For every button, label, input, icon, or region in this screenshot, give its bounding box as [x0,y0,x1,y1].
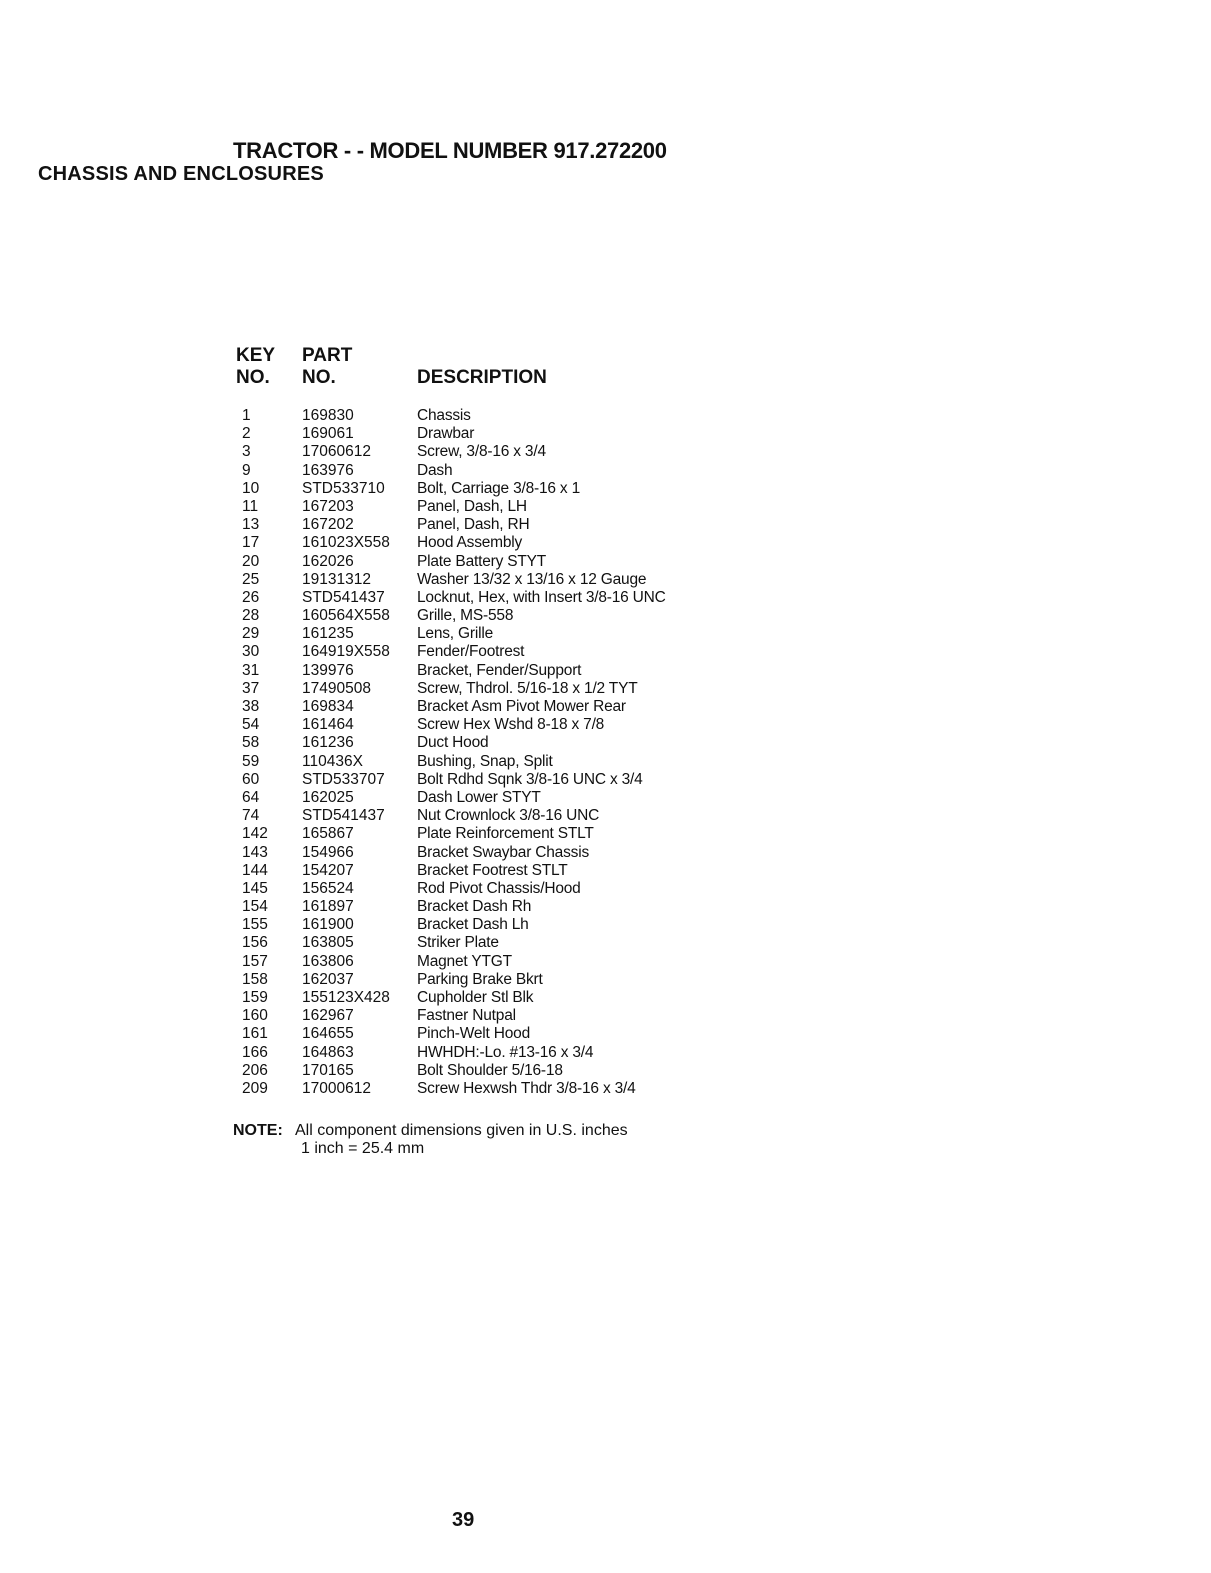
part-no: 161023X558 [302,534,390,552]
part-no: 165867 [302,825,354,843]
part-no: 162025 [302,788,354,806]
part-description: Bracket, Fender/Support [417,661,582,679]
part-no: 19131312 [302,570,371,588]
key-no: 20 [242,552,260,570]
part-description: Bolt Shoulder 5/16-18 [417,1061,563,1079]
part-description: Fender/Footrest [417,643,525,661]
part-no: 154966 [302,843,354,861]
part-no: 162026 [302,552,354,570]
key-no: 166 [242,1043,268,1061]
part-no: STD541437 [302,807,385,825]
parts-row [236,698,666,716]
parts-list [236,407,666,1098]
note-line1: All component dimensions given in U.S. inches [295,1122,628,1139]
part-no-header [302,345,352,389]
key-no: 30 [242,643,260,661]
part-description: Screw Hex Wshd 8-18 x 7/8 [417,716,605,734]
key-no: 60 [242,770,260,788]
part-description: Screw Hexwsh Thdr 3/8-16 x 3/4 [417,1079,636,1097]
part-no: 164919X558 [302,643,390,661]
key-header-line1: KEY [236,345,276,366]
key-no: 59 [242,752,260,770]
key-no: 38 [242,698,260,715]
key-no: 206 [242,1061,268,1079]
part-description: Drawbar [417,425,475,443]
key-no: 13 [242,516,260,534]
part-no: STD533707 [302,770,385,788]
parts-row [236,553,666,571]
parts-row [236,680,666,698]
part-no: 164655 [302,1025,354,1043]
part-description: Fastner Nutpal [417,1007,516,1025]
parts-row [236,789,666,807]
key-no: 145 [242,879,268,897]
part-no: 164863 [302,1043,354,1061]
note-line2: 1 inch = 25.4 mm [301,1140,425,1157]
page-title: TRACTOR - - MODEL NUMBER 917.272200 [233,138,667,163]
part-description: Dash Lower STYT [417,788,541,806]
part-description: Bolt Rdhd Sqnk 3/8-16 UNC x 3/4 [417,770,643,788]
key-header-line2: NO. [236,367,270,388]
key-no: 28 [242,607,260,625]
parts-row [236,407,666,425]
part-header-line2: NO. [302,367,336,388]
description-header: DESCRIPTION [417,367,547,388]
parts-row [236,844,666,862]
part-no: 167202 [302,516,354,534]
key-no: 161 [242,1025,268,1043]
key-no: 58 [242,734,260,752]
part-no: 161464 [302,716,354,734]
part-no: 110436X [302,752,363,770]
key-no: 31 [242,661,260,679]
part-no: 169061 [302,425,354,443]
key-no: 25 [242,570,260,588]
part-description: Grille, MS-558 [417,607,514,625]
key-no-header [236,345,275,389]
part-no: 17490508 [302,679,371,697]
parts-row [236,480,666,498]
part-description: Plate Battery STYT [417,552,547,570]
part-description: Bracket Asm Pivot Mower Rear [417,698,626,715]
parts-row [236,953,666,971]
parts-row [236,716,666,734]
part-no: 169834 [302,698,354,715]
key-no: 2 [242,425,251,443]
part-no: STD541437 [302,588,385,606]
parts-row [236,589,666,607]
part-description: Locknut, Hex, with Insert 3/8-16 UNC [417,588,666,606]
parts-row [236,971,666,989]
part-description: Plate Reinforcement STLT [417,825,594,843]
key-no: 54 [242,716,260,734]
parts-row [236,462,666,480]
parts-row [236,898,666,916]
parts-row [236,425,666,443]
note [233,1122,628,1158]
part-no: 161236 [302,734,354,752]
part-no: 17060612 [302,443,371,461]
key-no: 26 [242,588,260,606]
part-no: 167203 [302,497,354,515]
part-no: STD533710 [302,479,385,497]
part-no: 162037 [302,970,354,988]
parts-row [236,825,666,843]
part-description: Hood Assembly [417,534,523,552]
page-number: 39 [452,1509,475,1531]
part-description: Parking Brake Bkrt [417,970,543,988]
parts-row [236,916,666,934]
part-description: Washer 13/32 x 13/16 x 12 Gauge [417,570,647,588]
part-description: Rod Pivot Chassis/Hood [417,879,581,897]
part-no: 161235 [302,625,354,643]
part-header-line1: PART [302,345,353,366]
part-no: 170165 [302,1061,354,1079]
part-description: Panel, Dash, LH [417,497,527,515]
parts-row [236,516,666,534]
parts-row [236,1062,666,1080]
part-description: Bracket Dash Lh [417,916,529,934]
key-no: 159 [242,989,268,1006]
key-no: 142 [242,825,268,843]
parts-row [236,1080,666,1098]
part-no: 169830 [302,407,354,424]
key-no: 17 [242,534,260,552]
parts-row [236,662,666,680]
key-no: 155 [242,916,268,934]
part-description: HWHDH:-Lo. #13-16 x 3/4 [417,1043,594,1061]
key-no: 158 [242,970,268,988]
part-description: Cupholder Stl Blk [417,989,534,1006]
key-no: 74 [242,807,260,825]
part-description: Pinch-Welt Hood [417,1025,531,1043]
key-no: 144 [242,861,268,879]
key-no: 157 [242,952,268,970]
parts-row [236,989,666,1007]
part-description: Bushing, Snap, Split [417,752,553,770]
parts-row [236,753,666,771]
parts-row [236,1025,666,1043]
parts-row [236,443,666,461]
part-no: 161900 [302,916,354,934]
parts-row [236,807,666,825]
parts-row [236,625,666,643]
part-no: 156524 [302,879,354,897]
key-no: 37 [242,679,260,697]
key-no: 156 [242,934,268,952]
section-subtitle: CHASSIS AND ENCLOSURES [38,163,324,185]
key-no: 9 [242,461,251,479]
parts-row [236,734,666,752]
part-no: 154207 [302,861,354,879]
key-no: 1 [242,407,251,424]
key-no: 11 [242,497,259,515]
part-no: 163976 [302,461,354,479]
part-description: Magnet YTGT [417,952,512,970]
part-description: Chassis [417,407,471,424]
parts-row [236,771,666,789]
part-description: Duct Hood [417,734,489,752]
parts-row [236,643,666,661]
part-description: Nut Crownlock 3/8-16 UNC [417,807,600,825]
part-description: Screw, 3/8-16 x 3/4 [417,443,546,461]
part-no: 162967 [302,1007,354,1025]
parts-row [236,607,666,625]
parts-row [236,934,666,952]
key-no: 29 [242,625,260,643]
part-description: Bracket Dash Rh [417,898,532,916]
key-no: 10 [242,479,260,497]
part-no: 17000612 [302,1079,371,1097]
parts-row [236,534,666,552]
part-description: Bracket Footrest STLT [417,861,568,879]
key-no: 154 [242,898,268,916]
parts-row [236,880,666,898]
part-description: Striker Plate [417,934,499,952]
part-description: Bolt, Carriage 3/8-16 x 1 [417,479,581,497]
part-description: Screw, Thdrol. 5/16-18 x 1/2 TYT [417,679,638,697]
key-no: 64 [242,788,260,806]
parts-row [236,1044,666,1062]
note-label: NOTE: [233,1122,283,1139]
part-description: Panel, Dash, RH [417,516,530,534]
key-no: 209 [242,1079,268,1097]
parts-row [236,498,666,516]
parts-row [236,862,666,880]
part-no: 163805 [302,934,354,952]
part-no: 160564X558 [302,607,390,625]
part-no: 155123X428 [302,989,390,1006]
part-no: 161897 [302,898,354,916]
part-no: 163806 [302,952,354,970]
key-no: 160 [242,1007,268,1025]
parts-row [236,1007,666,1025]
part-description: Bracket Swaybar Chassis [417,843,589,861]
part-no: 139976 [302,661,354,679]
part-description: Dash [417,461,453,479]
key-no: 143 [242,843,268,861]
part-description: Lens, Grille [417,625,493,643]
key-no: 3 [242,443,251,461]
parts-row [236,571,666,589]
